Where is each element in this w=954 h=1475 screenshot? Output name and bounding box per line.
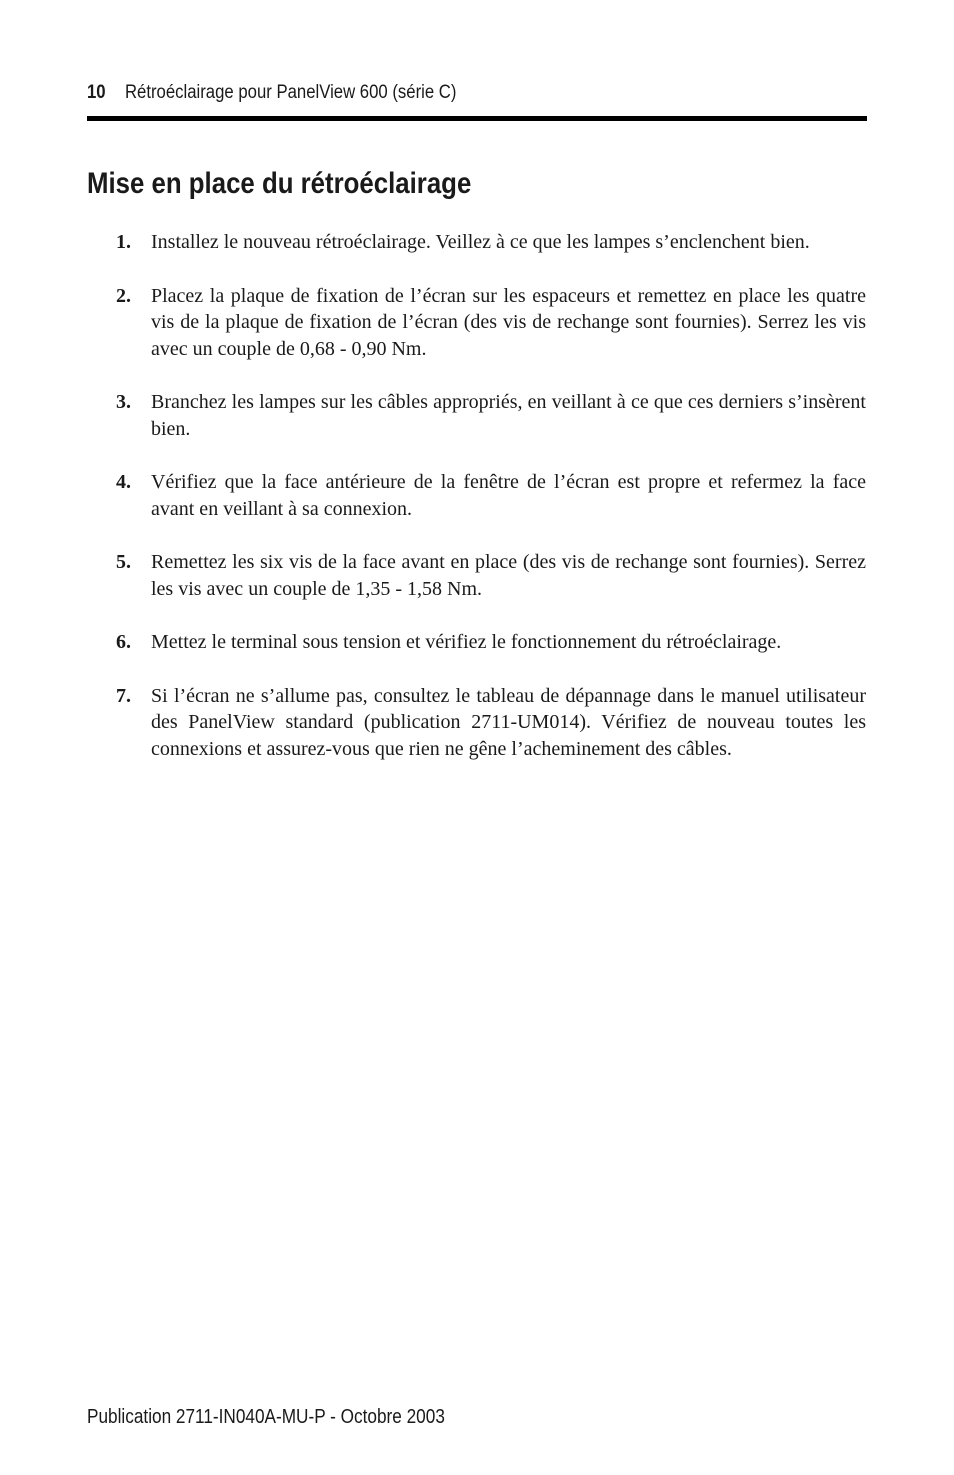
step-number: 3. xyxy=(116,391,131,413)
step-item xyxy=(116,629,866,656)
step-number: 1. xyxy=(116,231,131,253)
page-number: 10 xyxy=(87,82,106,103)
step-text: Si l’écran ne s’allume pas, consultez le tableau de dépannage dans le manuel utilisateur des PanelView standard (publication 2711-UM014). Vérifiez de nouveau toutes les connexions et assurez-vous que rien ne gêne l’acheminement des câbles. xyxy=(151,684,866,760)
step-text: Remettez les six vis de la face avant en place (des vis de rechange sont fournies). Serrez les vis avec un couple de 1,35 - 1,58 Nm. xyxy=(151,551,866,600)
step-text: Placez la plaque de fixation de l’écran sur les espaceurs et remettez en place les quatre vis de la plaque de fixation de l’écran (des vis de rechange sont fournies). Serrez les vis avec un couple de 0,68 - 0,90 Nm. xyxy=(151,284,866,360)
step-item xyxy=(116,549,866,602)
publication-footer: Publication 2711-IN040A-MU-P - Octobre 2003 xyxy=(87,1406,445,1428)
steps-list xyxy=(116,229,866,789)
header-rule xyxy=(87,116,867,121)
step-text: Installez le nouveau rétroéclairage. Veillez à ce que les lampes s’enclenchent bien. xyxy=(151,231,810,253)
step-number: 7. xyxy=(116,684,131,707)
step-item xyxy=(116,683,866,763)
step-number: 5. xyxy=(116,551,131,573)
step-text: Mettez le terminal sous tension et vérifiez le fonctionnement du rétroéclairage. xyxy=(151,631,782,653)
step-number: 4. xyxy=(116,471,131,493)
step-text: Branchez les lampes sur les câbles appropriés, en veillant à ce que ces derniers s’insèrent bien. xyxy=(151,391,866,440)
step-number: 6. xyxy=(116,631,131,653)
step-item xyxy=(116,469,866,522)
section-title: Mise en place du rétroéclairage xyxy=(87,167,472,200)
step-item xyxy=(116,229,866,256)
step-number: 2. xyxy=(116,284,131,307)
running-header xyxy=(87,82,773,108)
step-item xyxy=(116,283,866,363)
step-item xyxy=(116,389,866,442)
running-title: Rétroéclairage pour PanelView 600 (série C) xyxy=(124,82,457,103)
step-text: Vérifiez que la face antérieure de la fenêtre de l’écran est propre et refermez la face avant en veillant à sa connexion. xyxy=(151,471,866,520)
